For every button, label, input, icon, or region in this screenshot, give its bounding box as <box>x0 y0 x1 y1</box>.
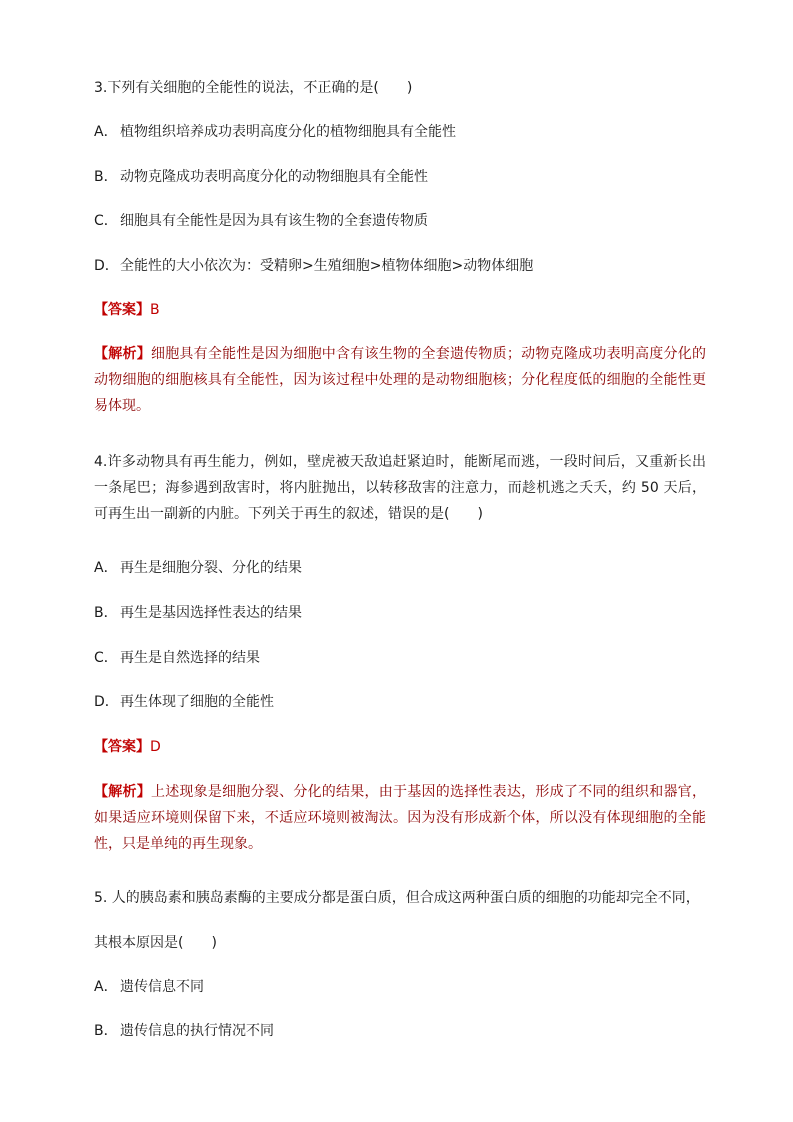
question-3-option-a[interactable] <box>94 122 456 142</box>
analysis-text: 上述现象是细胞分裂、分化的结果，由于基因的选择性表达，形成了不同的组织和器官，如果适应环境则保留下来，不适应环境则被淘汰。因为没有形成新个体，所以没有体现细胞的全能性，只是单纯的再生现象。 <box>94 784 706 852</box>
option-text: 植物组织培养成功表明高度分化的植物细胞具有全能性 <box>120 124 456 140</box>
question-3-stem: 3.下列有关细胞的全能性的说法，不正确的是( ) <box>94 80 413 96</box>
answer-value: B <box>150 302 160 318</box>
option-letter: D． <box>94 258 119 274</box>
analysis-label: 【解析】 <box>94 346 151 362</box>
question-5-option-b[interactable] <box>94 1021 274 1041</box>
question-5-stem-line-1: 5. 人的胰岛素和胰岛素酶的主要成分都是蛋白质，但合成这两种蛋白质的细胞的功能却完全不同， <box>94 890 700 906</box>
question-4-option-a[interactable] <box>94 558 302 578</box>
option-letter: B． <box>94 1023 118 1039</box>
option-text: 再生是基因选择性表达的结果 <box>120 605 302 621</box>
option-letter: C． <box>94 213 118 229</box>
option-text: 再生体现了细胞的全能性 <box>120 694 274 710</box>
question-3-option-b[interactable] <box>94 167 428 187</box>
analysis-text: 细胞具有全能性是因为细胞中含有该生物的全套遗传物质；动物克隆成功表明高度分化的动物细胞的细胞核具有全能性，因为该过程中处理的是动物细胞核；分化程度低的细胞的全能性更易体现。 <box>94 346 706 414</box>
question-3-option-d[interactable] <box>94 256 533 276</box>
question-4-analysis <box>94 779 706 857</box>
option-text: 细胞具有全能性是因为具有该生物的全套遗传物质 <box>120 213 428 229</box>
question-3-option-c[interactable] <box>94 211 428 231</box>
option-letter: A． <box>94 979 118 995</box>
option-text: 遗传信息不同 <box>120 979 204 995</box>
question-4-option-b[interactable] <box>94 603 302 623</box>
option-text: 全能性的大小依次为：受精卵>生殖细胞>植物体细胞>动物体细胞 <box>120 258 534 274</box>
answer-label: 【答案】 <box>94 739 150 755</box>
option-text: 再生是自然选择的结果 <box>120 650 260 666</box>
answer-value: D <box>150 739 161 755</box>
option-letter: A． <box>94 560 118 576</box>
answer-label: 【答案】 <box>94 302 150 318</box>
question-5-option-a[interactable] <box>94 977 204 997</box>
question-4-stem: 4.许多动物具有再生能力，例如，壁虎被天敌追赶紧迫时，能断尾而逃，一段时间后，又重新长出一条尾巴；海参遇到敌害时，将内脏抛出，以转移敌害的注意力，而趁机逃之夭夭，约 50 天后，可再生出一副新的内脏。下列关于再生的叙述，错误的是( ) <box>94 454 706 522</box>
option-letter: B． <box>94 605 118 621</box>
option-letter: D． <box>94 694 119 710</box>
option-text: 再生是细胞分裂、分化的结果 <box>120 560 302 576</box>
option-letter: C． <box>94 650 118 666</box>
question-3-analysis <box>94 341 706 419</box>
analysis-label: 【解析】 <box>94 784 151 800</box>
option-text: 遗传信息的执行情况不同 <box>120 1023 274 1039</box>
question-3-answer <box>94 300 160 320</box>
question-4-answer <box>94 737 161 757</box>
option-text: 动物克隆成功表明高度分化的动物细胞具有全能性 <box>120 169 428 185</box>
option-letter: A． <box>94 124 118 140</box>
option-letter: B． <box>94 169 118 185</box>
question-5-stem-line-2: 其根本原因是( ) <box>94 935 217 951</box>
question-4-option-c[interactable] <box>94 648 260 668</box>
question-4-option-d[interactable] <box>94 692 274 712</box>
